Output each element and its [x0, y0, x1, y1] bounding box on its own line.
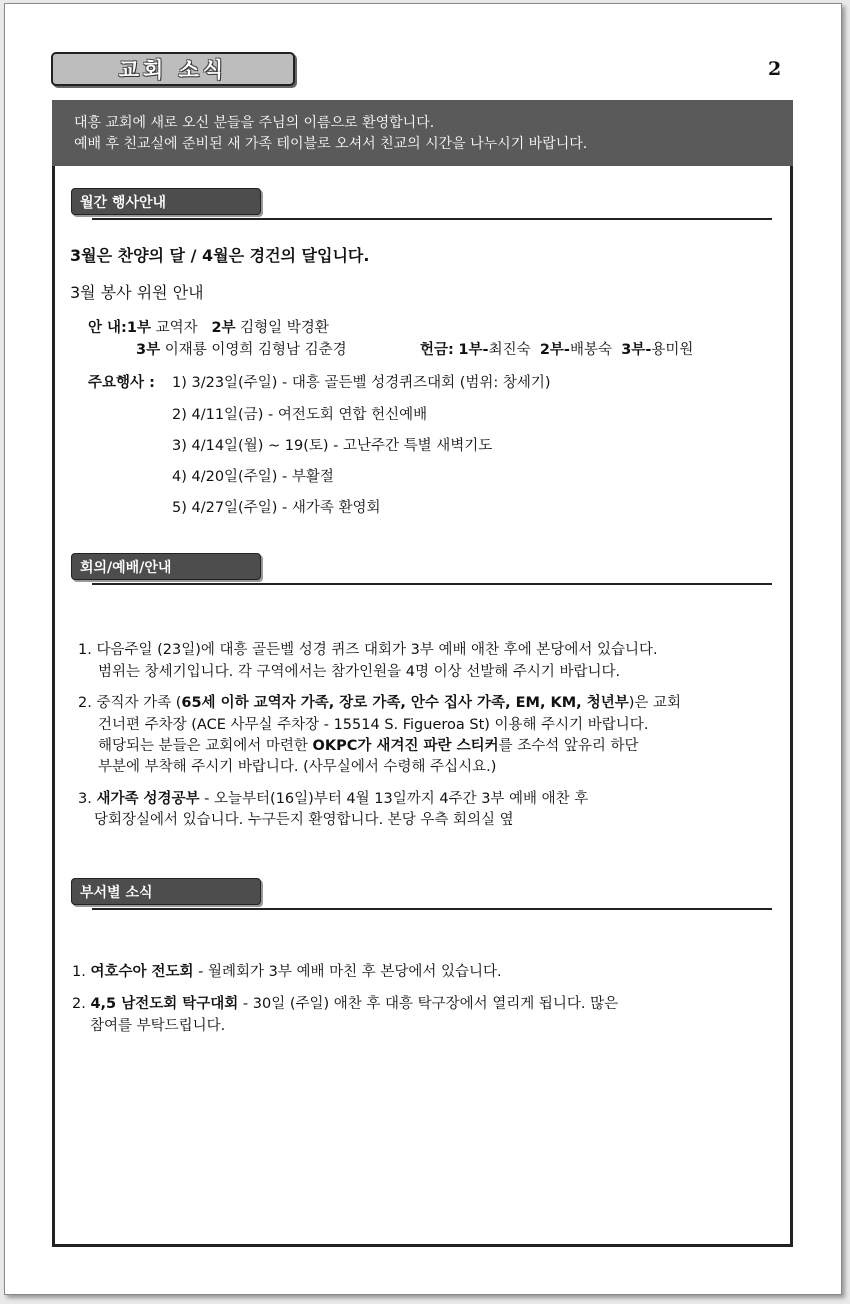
text-bold: 새가족 성경공부 [96, 791, 200, 807]
text-part: 2. 중직자 가족 ( [78, 695, 182, 711]
department-item-2-cont: 참여를 부탁드립니다. [90, 1018, 226, 1034]
meeting-item-2-cont [98, 734, 638, 755]
text-part: 2. [72, 996, 91, 1012]
text-part: )은 교회 [628, 695, 682, 711]
meeting-item-2-cont: 부분에 부착해 주시기 바랍니다. (사무실에서 수령해 주십시요.) [98, 759, 497, 775]
section-label-text: 부서별 소식 [80, 884, 153, 901]
text-part: 를 조수석 앞유리 하단 [498, 738, 639, 754]
welcome-line-1: 대흥 교회에 새로 오신 분들을 주님의 이름으로 환영합니다. [74, 115, 435, 131]
offering-3-label: 3부 [621, 342, 646, 358]
section-divider [92, 218, 772, 220]
guide-3-names: 이재룡 이영희 김형남 김춘경 [164, 342, 347, 358]
event-item: 3) 4/14일(월) ~ 19(토) - 고난주간 특별 새벽기도 [172, 438, 493, 454]
guide-2-label: 2부 [211, 320, 236, 336]
text-part: 1. [72, 964, 91, 980]
department-item-1 [72, 960, 502, 981]
offering-3-name: 용미원 [651, 342, 694, 358]
guide-1-names: 교역자 [155, 320, 198, 336]
meeting-item-2-cont: 건너편 주차장 (ACE 사무실 주차장 - 15514 S. Figueroa St) 이용해 주시기 바랍니다. [98, 717, 649, 733]
offering-1-name: 최진숙 [488, 342, 531, 358]
section-label-departments [71, 878, 261, 905]
text-part: 해당되는 분들은 교회에서 마련한 [98, 738, 313, 754]
meeting-item-1-cont: 범위는 창세기입니다. 각 구역에서는 참가인원을 4명 이상 선발해 주시기 바랍니다. [98, 664, 621, 680]
section-label-text: 회의/예배/안내 [80, 559, 172, 576]
event-item: 1) 3/23일(주일) - 대흥 골든벨 성경퀴즈대회 (범위: 창세기) [172, 375, 551, 391]
welcome-banner [52, 100, 793, 166]
section-label-monthly [71, 188, 261, 215]
meeting-item-3-cont: 당회장실에서 있습니다. 누구든지 환영합니다. 본당 우측 회의실 옆 [94, 812, 514, 828]
text-part: - 오늘부터(16일)부터 4월 13일까지 4주간 3부 예배 애찬 후 [199, 791, 589, 807]
text-bold: OKPC가 새겨진 파란 스티커 [312, 738, 499, 754]
section-divider [92, 908, 772, 910]
events-label [88, 371, 155, 392]
volunteers-title-text: 3월 봉사 위원 안내 [70, 283, 204, 302]
text-part: - 월례회가 3부 예배 마친 후 본당에서 있습니다. [193, 964, 502, 980]
offering-2-label: 2부 [539, 342, 564, 358]
section-divider [92, 583, 772, 585]
monthly-theme: 3월은 찬양의 달 / 4월은 경건의 달입니다. [70, 246, 370, 265]
meeting-item-1: 1. 다음주일 (23일)에 대흥 골든벨 성경 퀴즈 대회가 3부 예배 애찬 후에 본당에서 있습니다. [78, 642, 658, 658]
guide-2-names: 김형일 박경환 [240, 320, 329, 336]
event-item: 4) 4/20일(주일) - 부활절 [172, 469, 334, 485]
department-item-2 [72, 992, 618, 1013]
guide-3-label: 3부 [136, 342, 161, 358]
events-label-text: 주요행사 : [88, 375, 155, 391]
page-number: 2 [768, 58, 782, 80]
welcome-line-2: 예배 후 친교실에 준비된 새 가족 테이블로 오셔서 친교의 시간을 나누시기 바랍니다. [74, 136, 588, 152]
event-item: 5) 4/27일(주일) - 새가족 환영회 [172, 500, 381, 516]
guide-row-2 [136, 338, 347, 359]
section-label-meetings [71, 553, 261, 580]
event-item: 2) 4/11일(금) - 여전도회 연합 헌신예배 [172, 407, 428, 423]
offering-row: 헌금: 1부-최진숙 2부-배봉숙 3부-용미원 [420, 342, 694, 358]
text-part: 3. [78, 791, 97, 807]
meeting-item-2 [78, 691, 681, 712]
offering-1-label: 1부 [458, 342, 483, 358]
text-part: - 30일 (주일) 애찬 후 대흥 탁구장에서 열리게 됩니다. 많은 [238, 996, 619, 1012]
guide-1-label: 1부 [126, 320, 151, 336]
offering-2-name: 배봉숙 [569, 342, 612, 358]
guide-label: 안 내: [88, 320, 127, 336]
text-bold: 65세 이하 교역자 가족, 장로 가족, 안수 집사 가족, EM, KM, 청년부 [181, 695, 629, 711]
volunteers-title [70, 280, 204, 303]
meeting-item-3 [78, 787, 588, 808]
page-title-badge [51, 52, 295, 86]
offering-label: 헌금: [420, 342, 454, 358]
text-bold: 여호수아 전도회 [90, 964, 194, 980]
section-label-text: 월간 행사안내 [80, 194, 167, 211]
text-bold: 4,5 남전도회 탁구대회 [90, 996, 239, 1012]
page-title: 교회 소식 [118, 58, 228, 82]
guide-row-1 [88, 316, 329, 337]
